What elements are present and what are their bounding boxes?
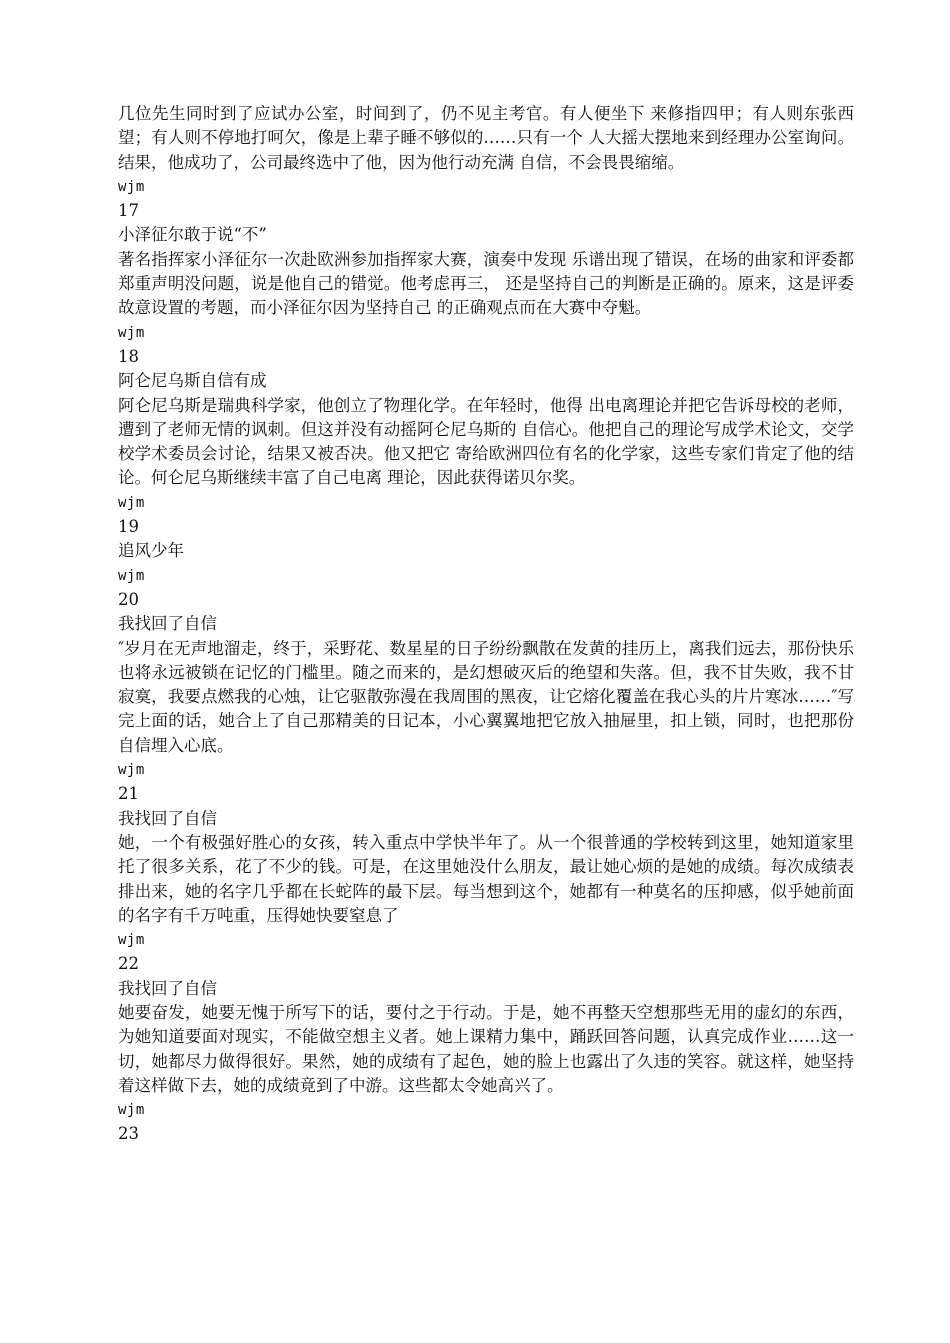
document-page [118, 102, 854, 1147]
section-title: 阿仑尼乌斯自信有成 [118, 371, 267, 391]
section-number: 21 [118, 784, 139, 804]
section-number: 18 [118, 346, 139, 366]
section-number: 22 [118, 954, 139, 974]
story-paragraph: 著名指挥家小泽征尔一次赴欧洲参加指挥家大赛，演奏中发现 乐谱出现了错误，在场的曲家和评委都郑重声明没问题，说是他自己的错觉。他考虑再三， 还是坚持自己的判断是正确的。原来，这是评委故意设置的考题，而小泽征尔因为坚持自己 的正确观点而在大赛中夺魁。 [118, 249, 854, 318]
author-mark: wjm [118, 494, 145, 511]
section-title: 小泽征尔敢于说“不” [118, 225, 267, 245]
author-mark: wjm [118, 762, 145, 779]
section-title: 我找回了自信 [118, 808, 217, 828]
story-paragraph: 阿仑尼乌斯是瑞典科学家，他创立了物理化学。在年轻时，他得 出电离理论并把它告诉母校的老师，遭到了老师无情的讽刺。但这并没有动摇阿仑尼乌斯的 自信心。他把自己的理论写成学术论文，交学校学术委员会讨论，结果又被否决。他又把它 寄给欧洲四位有名的化学家，这些专家们肯定了他的结论。何仑尼乌斯继续丰富了自己电离 理论，因此获得诺贝尔奖。 [118, 395, 854, 488]
author-mark: wjm [118, 567, 145, 584]
author-mark: wjm [118, 324, 145, 341]
story-paragraph: 几位先生同时到了应试办公室，时间到了，仍不见主考官。有人便坐下 来修指四甲；有人则东张西望；有人则不停地打呵欠，像是上辈子睡不够似的……只有一个 人大摇大摆地来到经理办公室询问。结果，他成功了，公司最终选中了他，因为他行动充满 自信，不会畏畏缩缩。 [118, 104, 854, 172]
author-mark: wjm [118, 1102, 145, 1119]
story-paragraph: 她要奋发，她要无愧于所写下的话，要付之于行动。于是，她不再整天空想那些无用的虚幻的东西，为她知道要面对现实，不能做空想主义者。她上课精力集中，踊跃回答问题，认真完成作业……这一切，她都尽力做得很好。果然，她的成绩有了起色，她的脸上也露出了久违的笑容。就这样，她坚持着这样做下去，她的成绩竟到了中游。这些都太令她高兴了。 [118, 1002, 854, 1095]
section-title: 我找回了自信 [118, 614, 217, 634]
section-title: 追风少年 [118, 541, 184, 561]
section-title: 我找回了自信 [118, 978, 217, 998]
section-number: 20 [118, 589, 139, 609]
author-mark: wjm [118, 178, 145, 195]
section-number: 17 [118, 201, 139, 221]
author-mark: wjm [118, 932, 145, 949]
section-number: 19 [118, 517, 139, 537]
story-paragraph: ″岁月在无声地溜走，终于，采野花、数星星的日子纷纷飘散在发黄的挂历上，离我们远去，那份快乐也将永远被锁在记忆的门槛里。随之而来的，是幻想破灭后的绝望和失落。但，我不甘失败，我不甘寂寞，我要点燃我的心烛，让它驱散弥漫在我周围的黑夜，让它熔化覆盖在我心头的片片寒冰……″写完上面的话，她合上了自己那精美的日记本，小心翼翼地把它放入抽屉里，扣上锁，同时，也把那份自信埋入心底。 [118, 638, 854, 755]
story-paragraph: 她，一个有极强好胜心的女孩，转入重点中学快半年了。从一个很普通的学校转到这里，她知道家里托了很多关系，花了不少的钱。可是，在这里她没什么朋友，最让她心烦的是她的成绩。每次成绩表排出来，她的名字几乎都在长蛇阵的最下层。每当想到这个，她都有一种莫名的压抑感，似乎她前面的名字有千万吨重，压得她快要窒息了 [118, 832, 854, 925]
section-number: 23 [118, 1124, 139, 1144]
